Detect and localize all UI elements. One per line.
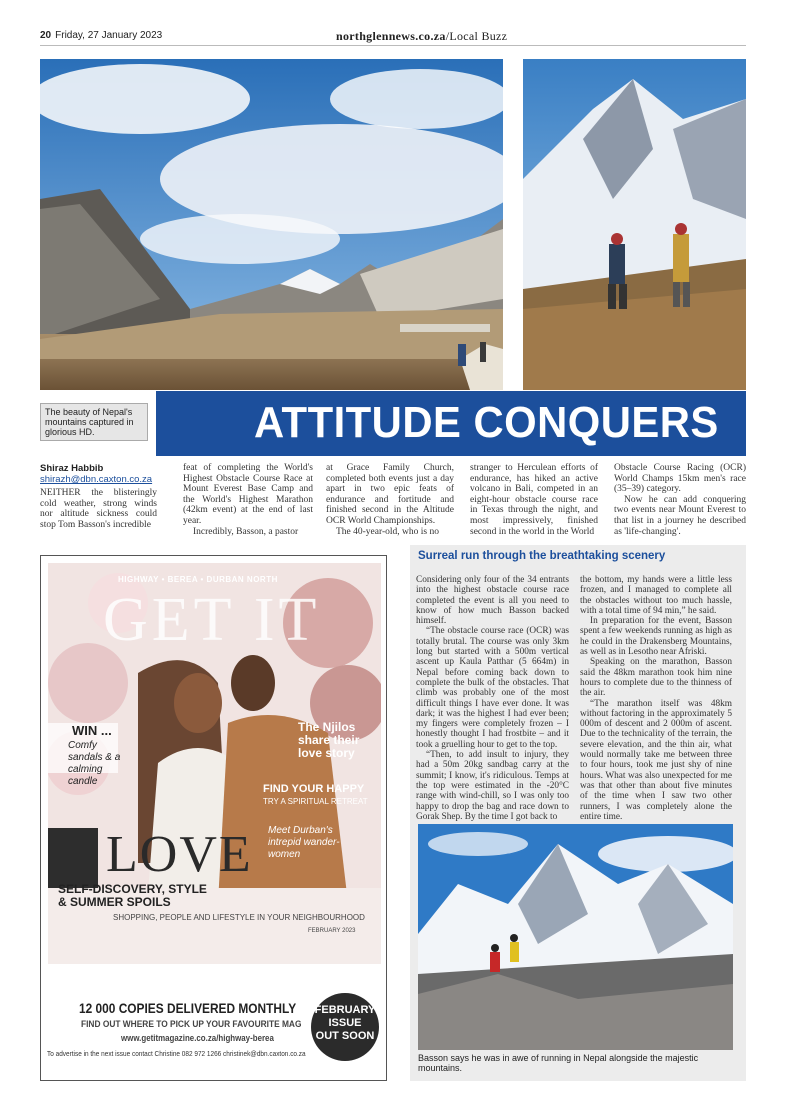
magazine-cover (48, 563, 381, 964)
badge-line: OUT SOON (315, 1030, 375, 1042)
mountain-runners-photo (418, 824, 733, 1050)
magazine-advert (40, 555, 387, 1081)
author-name: Shiraz Habbib (40, 463, 104, 474)
sidebar-title: Surreal run through the breathtaking scenery (418, 550, 666, 562)
article-column-3 (326, 463, 454, 537)
sidebar-column-1 (416, 575, 569, 822)
sidebar-paragraph: the bottom, my hands were a little less frozen, and I managed to complete all the obstacles without too much hassle, with a total time of 94 min,” he said. (580, 575, 732, 616)
article-paragraph: Obstacle Course Racing (OCR) World Champs 15km men's race (35–39) category. (614, 463, 746, 495)
win-text: Comfy sandals & a calming candle (68, 740, 121, 787)
magazine-url[interactable]: www.getitmagazine.co.za/highway-berea (121, 1033, 274, 1043)
issue-badge (311, 993, 379, 1061)
article-paragraph: stranger to Herculean efforts of endurance, has hiked an active volcano in Bali, competed in an eight-hour obstacle course race in Texas through the night, and most impressively, finished second in the world in the World (470, 463, 598, 537)
sidebar-paragraph: Speaking on the marathon, Basson said the 48km marathon took him nine hours to complete due to the thinness of the air. (580, 657, 732, 699)
cover-masthead: GET IT (103, 586, 321, 654)
climbers-photo (523, 59, 746, 390)
happy-title: FIND YOUR HAPPY (263, 783, 365, 795)
sidebar-photo-caption: Basson says he was in awe of running in Nepal alongside the majestic mountains. (418, 1053, 699, 1073)
cover-tagline: HIGHWAY • BEREA • DURBAN NORTH (118, 575, 278, 584)
nepal-valley-photo (40, 59, 503, 390)
article-paragraph: NEITHER the blisteringly cold weather, strong winds nor altitude sickness could stop Tom Basson's incredible (40, 488, 157, 530)
header-meta (40, 30, 162, 41)
article-paragraph: The 40-year-old, who is no (336, 526, 439, 537)
sidebar-paragraph: In preparation for the event, Basson spent a few weekends running as high as he could in the Drakensberg Mountains, as well as in Lesotho near Afriski. (580, 616, 732, 658)
copies-delivered: 12 000 COPIES DELIVERED MONTHLY (79, 1000, 297, 1016)
section-name: /Local Buzz (445, 29, 508, 43)
sidebar-story (410, 545, 746, 1081)
author-email[interactable]: shirazh@dbn.caxton.co.za (40, 474, 153, 485)
byline (40, 463, 152, 485)
love-text: LOVE (106, 826, 253, 883)
find-out-text: FIND OUT WHERE TO PICK UP YOUR FAVOURITE MAG (81, 1019, 302, 1030)
issue-date: Friday, 27 January 2023 (55, 30, 163, 41)
win-title: WIN ... (72, 723, 112, 738)
badge-line: ISSUE (328, 1017, 362, 1029)
self-discovery-text: SELF-DISCOVERY, STYLE & SUMMER SPOILS (58, 882, 207, 909)
sidebar-column-2 (580, 575, 732, 822)
article-paragraph: Now he can add conquering two events near Mount Everest to that list in a journey he described as 'life-changing'. (614, 494, 746, 537)
meet-text: Meet Durban's intrepid wander-women (268, 825, 340, 860)
sidebar-paragraph: “The marathon itself was 48km without factoring in the approximately 5 000m of descent and 2 000m of ascent. Due to the technicality of the terrain, the severe elevation, and the thin air, what would normally take me between three to four hours, took me just shy of nine hours. What was also unexpected for me was that other than about five minutes of the time when I saw two other runners, I was completely alone the entire time. (580, 698, 732, 822)
cover-issue-date: FEBRUARY 2023 (308, 928, 356, 934)
site-name: northglennews.co.za (336, 29, 446, 43)
article-column-1 (40, 488, 157, 530)
article-column-2 (183, 463, 313, 537)
article-paragraph: Incredibly, Basson, a pastor (193, 526, 299, 537)
story-title: The Njilos share their love story (298, 720, 360, 760)
headline-band (156, 391, 746, 456)
advertise-contact: To advertise in the next issue contact Christine 082 972 1266 christinek@dbn.caxton.co.za (47, 1049, 306, 1058)
page-number: 20 (40, 30, 52, 41)
article-column-4 (470, 463, 598, 537)
sidebar-paragraph: “Then, to add insult to injury, they had a 50m 20kg sandbag carry at the summit; I know, it's ridiculous. Temps at the top were estimated in the -20°C range with wind-chill, so I was only too happy to drop the bag and race down to Gorak Shep. By the time I got back to (416, 750, 569, 822)
happy-subtitle: TRY A SPIRITUAL RETREAT (263, 797, 368, 806)
article-paragraph: at Grace Family Church, completed both events just a day apart in two epic feats of endurance and fortitude and finished second in the Altitude OCR World Championships. (326, 463, 454, 526)
photo-caption: The beauty of Nepal's mountains captured in glorious HD. (40, 403, 148, 441)
article-column-5 (614, 463, 746, 537)
shopping-text: SHOPPING, PEOPLE AND LIFESTYLE IN YOUR NEIGHBOURHOOD (113, 913, 365, 922)
headline: ATTITUDE CONQUERS (254, 398, 719, 447)
header-site (336, 29, 507, 44)
sidebar-paragraph: Considering only four of the 34 entrants into the highest obstacle course race completed the event is all you need to know of how much Basson backed himself. (416, 575, 569, 627)
article-paragraph: feat of completing the World's Highest Obstacle Course Race at Mount Everest Base Camp and the World's Highest Marathon (42km event) at the end of last year. (183, 463, 313, 526)
badge-line: FEBRUARY (314, 1004, 376, 1016)
page-header (40, 30, 746, 46)
sidebar-paragraph: “The obstacle course race (OCR) was totally brutal. The course was only 3km long but started with a 500m vertical ascent up Kaula Patthar (5 664m) in Nepal before coming back down to complete the bulk of the obstacles. That climb was probably one of the most difficult things I have ever done. It was dark; it was the highest I had ever been; my fingers were completely frozen – I honestly thought I had frostbite – and it took a gruelling hour to get to the top. (416, 626, 569, 750)
